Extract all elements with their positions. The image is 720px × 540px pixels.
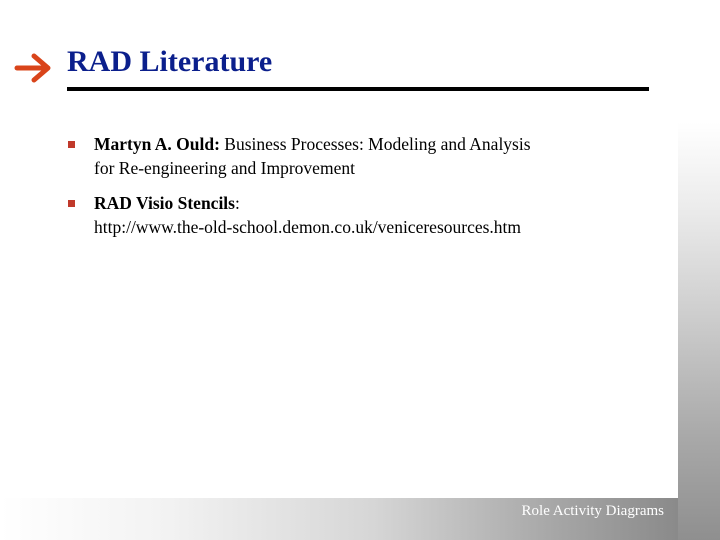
- bullet-list: [68, 132, 668, 250]
- book-title: Business Processes: Modeling and Analysis: [219, 134, 531, 154]
- title-underline: [67, 87, 649, 91]
- arrow-right-icon: [14, 52, 56, 84]
- right-gradient-bar: [678, 122, 720, 540]
- footer-label: Role Activity Diagrams: [521, 503, 664, 519]
- book-title-continued: for Re-engineering and Improvement: [94, 158, 355, 178]
- stencils-colon: :: [234, 193, 240, 213]
- list-item: [68, 132, 668, 180]
- stencils-label: RAD Visio Stencils: [94, 193, 235, 213]
- slide-title: RAD Literature: [67, 45, 273, 78]
- square-bullet-icon: [68, 141, 75, 148]
- stencils-url-link[interactable]: http://www.the-old-school.demon.co.uk/veniceresources.htm: [94, 217, 522, 237]
- list-item: [68, 191, 668, 239]
- author-name: Martyn A. Ould:: [94, 134, 220, 154]
- square-bullet-icon: [68, 200, 75, 207]
